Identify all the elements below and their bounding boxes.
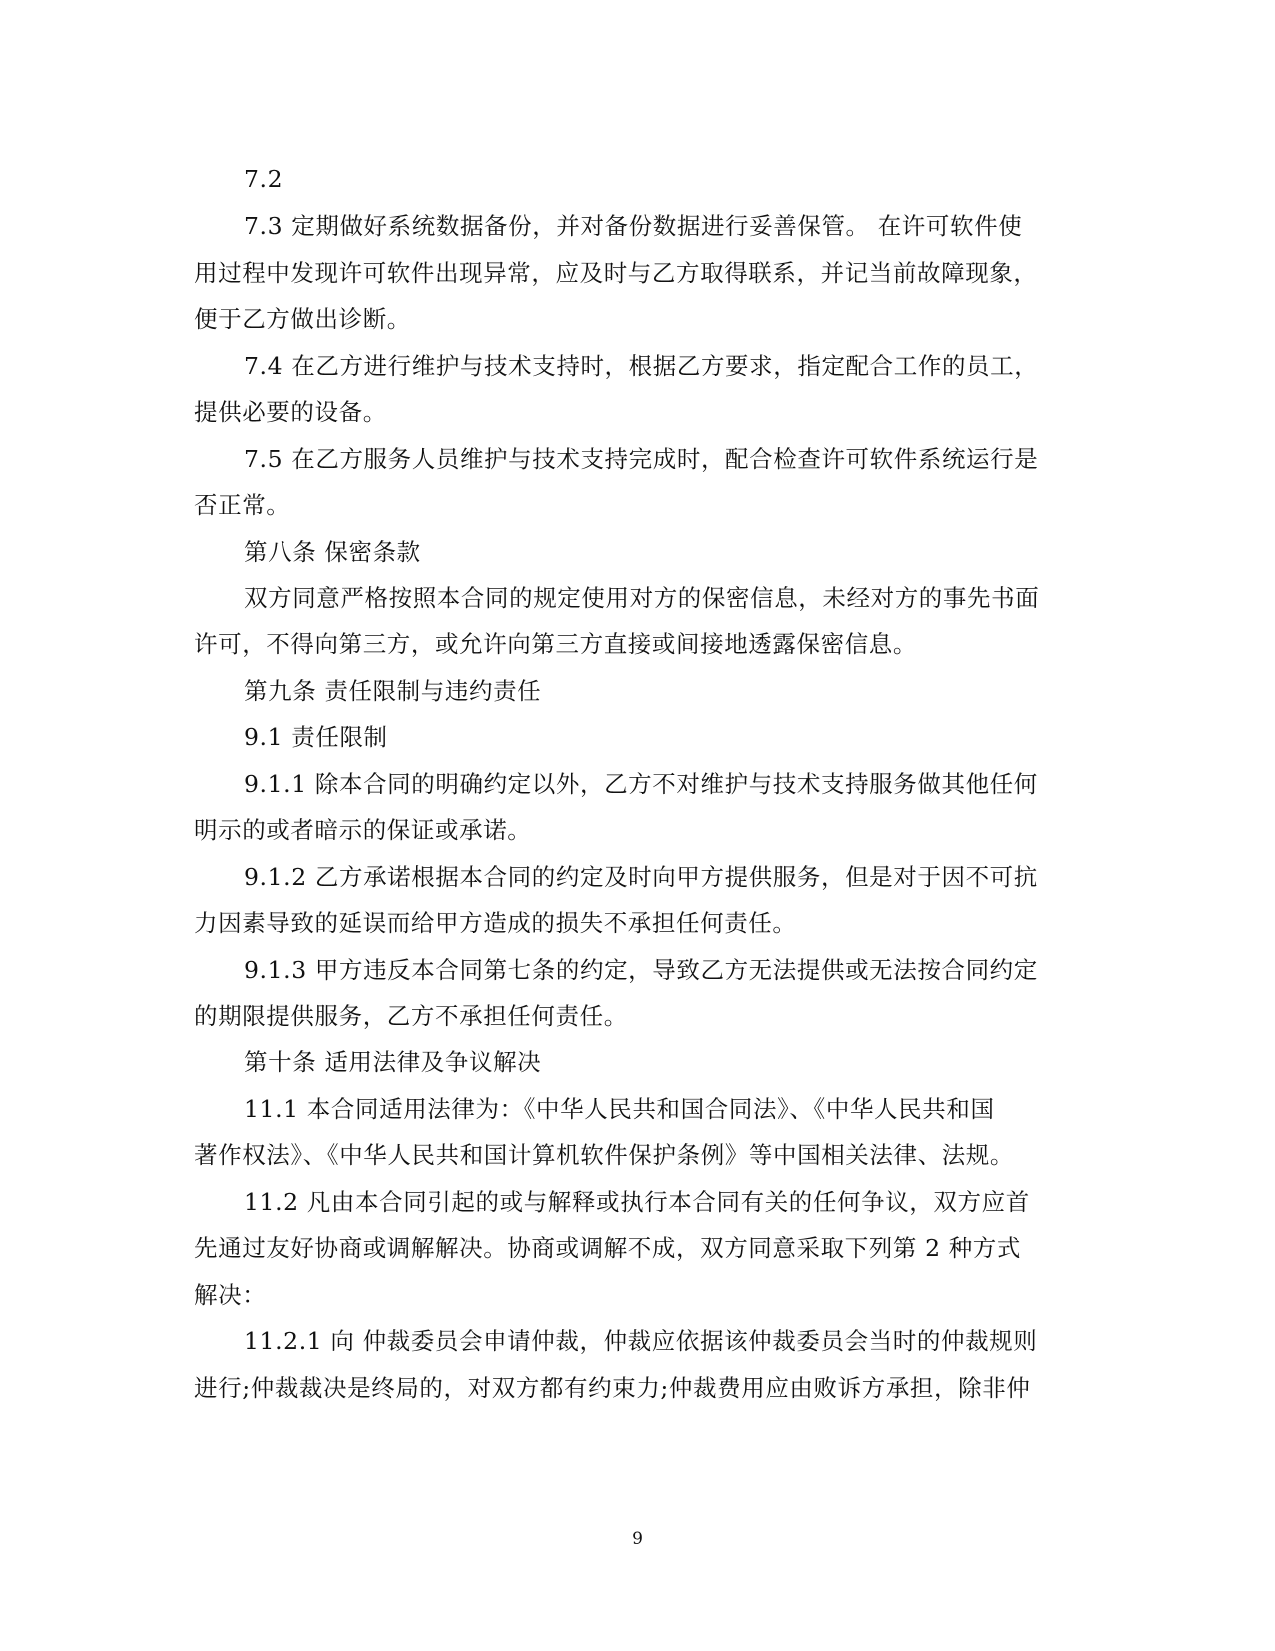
text-line: 9.1.1 除本合同的明确约定以外，乙方不对维护与技术支持服务做其他任何	[244, 770, 1038, 798]
text-line: 先通过友好协商或调解解决。协商或调解不成，双方同意采取下列第 2 种方式	[194, 1234, 1021, 1262]
text-line: 9.1.2 乙方承诺根据本合同的约定及时向甲方提供服务，但是对于因不可抗	[244, 863, 1038, 891]
text-line: 解决：	[194, 1281, 267, 1309]
text-line: 11.2.1 向 仲裁委员会申请仲裁，仲裁应依据该仲裁委员会当时的仲裁规则	[244, 1327, 1038, 1355]
text-line: 进行;仲裁裁决是终局的，对双方都有约束力;仲裁费用应由败诉方承担，除非仲	[194, 1374, 1031, 1402]
section-heading: 第八条 保密条款	[244, 538, 421, 566]
text-line: 双方同意严格按照本合同的规定使用对方的保密信息，未经对方的事先书面	[244, 584, 1040, 612]
text-line: 9.1.3 甲方违反本合同第七条的约定，导致乙方无法提供或无法按合同约定	[244, 956, 1038, 984]
text-line: 7.2	[244, 165, 284, 193]
section-heading: 第十条 适用法律及争议解决	[244, 1048, 542, 1076]
text-line: 许可，不得向第三方，或允许向第三方直接或间接地透露保密信息。	[194, 630, 917, 658]
text-line: 便于乙方做出诊断。	[194, 305, 411, 333]
text-line: 否正常。	[194, 491, 291, 519]
subsection-heading: 9.1 责任限制	[244, 723, 388, 751]
text-line: 提供必要的设备。	[194, 398, 387, 426]
text-line: 11.1 本合同适用法律为：《中华人民共和国合同法》、《中华人民共和国	[244, 1095, 995, 1123]
section-heading: 第九条 责任限制与违约责任	[244, 677, 542, 705]
text-line: 著作权法》、《中华人民共和国计算机软件保护条例》等中国相关法律、法规。	[194, 1141, 1014, 1169]
text-line: 用过程中发现许可软件出现异常，应及时与乙方取得联系，并记当前故障现象，	[194, 259, 1038, 287]
page-number: 9	[632, 1529, 643, 1549]
text-line: 明示的或者暗示的保证或承诺。	[194, 816, 532, 844]
text-line: 7.4 在乙方进行维护与技术支持时，根据乙方要求，指定配合工作的员工，	[244, 352, 1039, 380]
text-line: 7.3 定期做好系统数据备份，并对备份数据进行妥善保管。 在许可软件使	[244, 212, 1023, 240]
text-line: 11.2 凡由本合同引起的或与解释或执行本合同有关的任何争议，双方应首	[244, 1188, 1030, 1216]
text-line: 力因素导致的延误而给甲方造成的损失不承担任何责任。	[194, 909, 797, 937]
text-line: 的期限提供服务，乙方不承担任何责任。	[194, 1002, 628, 1030]
text-line: 7.5 在乙方服务人员维护与技术支持完成时，配合检查许可软件系统运行是	[244, 445, 1039, 473]
